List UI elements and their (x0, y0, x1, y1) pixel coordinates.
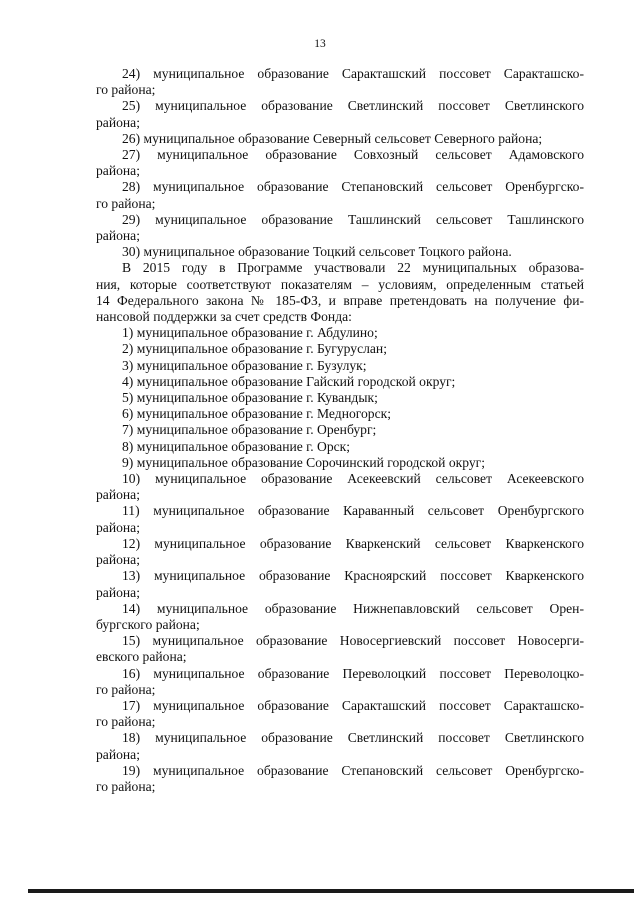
text-line: 6) муниципальное образование г. Медногорск; (122, 406, 392, 422)
text-line: 13) муниципальное образование Красноярский поссовет Кваркенского (122, 568, 584, 584)
paragraph (96, 374, 584, 390)
paragraph (96, 358, 584, 374)
text-line: 15) муниципальное образование Новосергиевский поссовет Новосерги- (122, 633, 584, 649)
document-body (96, 66, 584, 795)
text-line: евского района; (96, 649, 187, 665)
paragraph (96, 730, 584, 762)
text-line: 17) муниципальное образование Саракташский поссовет Саракташско- (122, 697, 584, 713)
paragraph (96, 390, 584, 406)
paragraph (96, 568, 584, 600)
text-line: 28) муниципальное образование Степановский сельсовет Оренбургско- (122, 179, 584, 195)
text-line: го района; (96, 82, 156, 98)
paragraph (96, 66, 584, 98)
text-line: го района; (96, 714, 156, 730)
text-line: 9) муниципальное образование Сорочинский городской округ; (122, 454, 486, 470)
paragraph (96, 633, 584, 665)
paragraph (96, 455, 584, 471)
text-line: 26) муниципальное образование Северный сельсовет Северного района; (122, 130, 543, 146)
paragraph (96, 698, 584, 730)
paragraph (96, 406, 584, 422)
paragraph (96, 601, 584, 633)
text-line: 24) муниципальное образование Саракташский поссовет Саракташско- (122, 66, 584, 81)
text-line: 8) муниципальное образование г. Орск; (122, 438, 351, 454)
text-line: 14 Федерального закона № 185-ФЗ, и вправе претендовать на получение фи- (96, 292, 584, 308)
paragraph (96, 763, 584, 795)
paragraph (96, 666, 584, 698)
text-line: 2) муниципальное образование г. Бугуруслан; (122, 341, 387, 357)
text-line: района; (96, 519, 140, 535)
paragraph (96, 439, 584, 455)
text-line: 25) муниципальное образование Светлинский поссовет Светлинского (122, 98, 584, 114)
text-line: бургского района; (96, 616, 200, 632)
text-line: 1) муниципальное образование г. Абдулино; (122, 325, 378, 341)
text-line: 16) муниципальное образование Переволоцкий поссовет Переволоцко- (122, 665, 584, 681)
text-line: 29) муниципальное образование Ташлинский сельсовет Ташлинского (122, 211, 584, 227)
text-line: района; (96, 487, 140, 503)
paragraph (96, 131, 584, 147)
text-line: района; (96, 228, 140, 244)
paragraph (96, 244, 584, 260)
paragraph (96, 341, 584, 357)
paragraph (96, 422, 584, 438)
text-line: нансовой поддержки за счет средств Фонда: (96, 309, 352, 325)
paragraph (96, 260, 584, 325)
paragraph (96, 471, 584, 503)
paragraph (96, 147, 584, 179)
paragraph (96, 536, 584, 568)
paragraph (96, 179, 584, 211)
bottom-border-line (28, 889, 634, 893)
text-line: района; (96, 746, 140, 762)
text-line: 10) муниципальное образование Асекеевский сельсовет Асекеевского (122, 471, 584, 487)
paragraph (96, 212, 584, 244)
page-number: 13 (314, 38, 326, 50)
text-line: 14) муниципальное образование Нижнепавловский сельсовет Орен- (122, 600, 584, 616)
text-line: го района; (96, 778, 156, 794)
text-line: 5) муниципальное образование г. Кувандык; (122, 390, 378, 406)
text-line: района; (96, 163, 140, 179)
text-line: ния, которые соответствуют показателям – условиям, определенным статьей (96, 276, 584, 292)
text-line: 27) муниципальное образование Совхозный сельсовет Адамовского (122, 147, 584, 163)
text-line: района; (96, 114, 140, 130)
text-line: 4) муниципальное образование Гайский городской округ; (122, 373, 456, 389)
text-line: 30) муниципальное образование Тоцкий сельсовет Тоцкого района. (122, 244, 512, 260)
text-line: 12) муниципальное образование Кваркенский сельсовет Кваркенского (122, 535, 584, 551)
text-line: района; (96, 584, 140, 600)
text-line: района; (96, 552, 140, 568)
text-line: 11) муниципальное образование Караванный сельсовет Оренбургского (122, 503, 584, 519)
text-line: го района; (96, 681, 156, 697)
paragraph (96, 503, 584, 535)
paragraph (96, 325, 584, 341)
text-line: го района; (96, 195, 156, 211)
paragraph (96, 98, 584, 130)
text-line: 19) муниципальное образование Степановский сельсовет Оренбургско- (122, 762, 584, 778)
text-line: 18) муниципальное образование Светлинский поссовет Светлинского (122, 730, 584, 746)
text-line: В 2015 году в Программе участвовали 22 муниципальных образова- (122, 260, 584, 276)
text-line: 3) муниципальное образование г. Бузулук; (122, 357, 367, 373)
text-line: 7) муниципальное образование г. Оренбург; (122, 422, 377, 438)
